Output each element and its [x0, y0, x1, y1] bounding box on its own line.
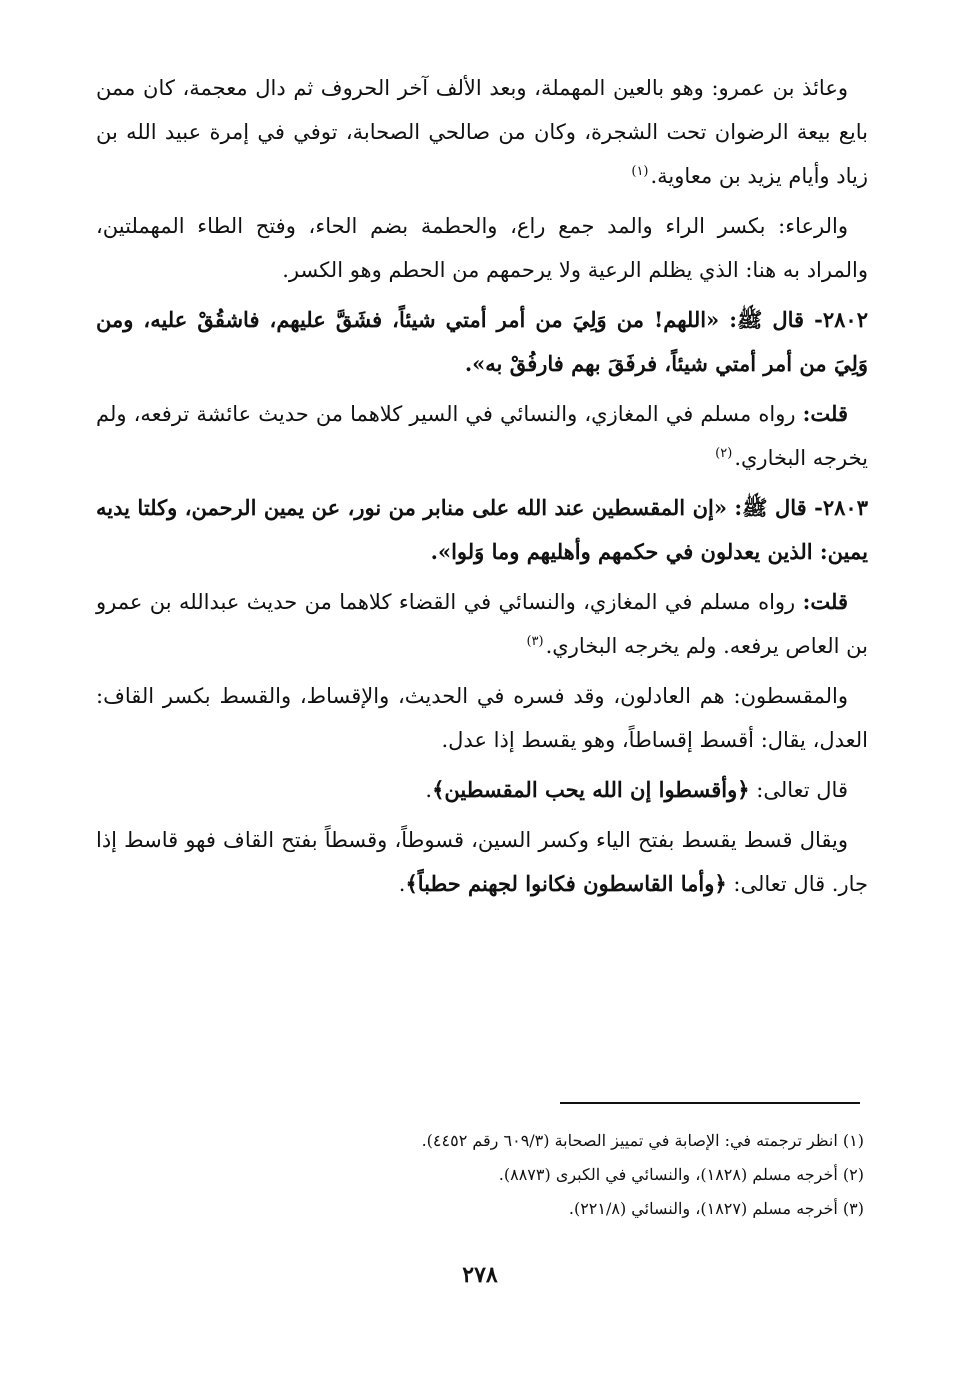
footnote-1: (١) انظر ترجمته في: الإصابة في تمييز الصحابة (٦٠٩/٣ رقم ٤٤٥٢). [421, 1131, 864, 1150]
paragraph-aidh [96, 66, 868, 198]
punctuation: . [398, 872, 406, 896]
hadith-text: قال ﷺ: «اللهم! من وَلِيَ من أمر أمتي شيئاً، فشَقَّ عليهم، فاشقُقْ عليه، ومن وَلِيَ من أمر أمتي شيئاً، فرفَقَ بهم فارفُقْ به». [96, 307, 868, 376]
hadith-2802 [96, 298, 868, 386]
hadith-text: قال ﷺ: «إن المقسطين عند الله على منابر من نور، عن يمين الرحمن، وكلتا يديه يمين: الذين يعدلون في حكمهم وأهليهم وما وَلوا». [96, 495, 868, 564]
hadith-number: ٢٨٠٣- [814, 495, 868, 520]
paragraph-muqsitun [96, 674, 868, 762]
footnote-3: (٣) أخرجه مسلم (١٨٢٧)، والنسائي (٢٢١/٨). [568, 1199, 864, 1218]
quran-verse: ﴿وأقسطوا إن الله يحب المقسطين﴾ [432, 777, 750, 802]
quran-verse: ﴿وأما القاسطون فكانوا لجهنم حطباً﴾ [405, 871, 727, 896]
commentary-text: رواه مسلم في المغازي، والنسائي في السير كلاهما من حديث عائشة ترفعه، ولم يخرجه البخاري. [96, 402, 868, 470]
paragraph-text: والمقسطون: هم العادلون، وقد فسره في الحديث، والإقساط، والقسط بكسر القاف: العدل، يقال: أقسط إقساطاً، وهو يقسط إذا عدل. [96, 684, 868, 752]
paragraph-quran-1 [96, 768, 868, 812]
commentary-2802 [96, 392, 868, 480]
punctuation: . [425, 778, 433, 802]
commentary-label: قلت: [802, 589, 848, 614]
commentary-2803 [96, 580, 868, 668]
paragraph-text: ويقال قسط يقسط بفتح الياء وكسر السين، قسوطاً، وقسطاً بفتح القاف فهو قاسط إذا جار. قال تعالى: [96, 828, 868, 896]
commentary-label: قلت: [802, 401, 848, 426]
paragraph-text: قال تعالى: [756, 778, 848, 802]
footnote-2: (٢) أخرجه مسلم (١٨٢٨)، والنسائي في الكبرى (٨٨٧٣). [498, 1165, 864, 1184]
paragraph-text: والرعاء: بكسر الراء والمد جمع راع، والحطمة بضم الحاء، وفتح الطاء المهملتين، والمراد به هنا: الذي يظلم الرعية ولا يرحمهم من الحطم وهو الكسر. [96, 214, 868, 282]
paragraph-riaa [96, 204, 868, 292]
paragraph-quran-2 [96, 818, 868, 906]
hadith-number: ٢٨٠٢- [814, 307, 868, 332]
hadith-2803 [96, 486, 868, 574]
commentary-text: رواه مسلم في المغازي، والنسائي في القضاء كلاهما من حديث عبدالله بن عمرو بن العاص يرفعه. ولم يخرجه البخاري. [96, 590, 868, 658]
footnote-ref-2[interactable]: (٢) [715, 446, 733, 461]
footnote-divider [560, 1102, 860, 1104]
footnotes [96, 1124, 864, 1226]
paragraph-text: وعائذ بن عمرو: وهو بالعين المهملة، وبعد الألف آخر الحروف ثم دال معجمة، كان ممن بايع بيعة الرضوان تحت الشجرة، وكان من صالحي الصحابة، توفي في إمرة عبيد الله بن زياد وأيام يزيد بن معاوية. [96, 76, 868, 188]
footnote-ref-3[interactable]: (٣) [526, 634, 544, 649]
main-text [96, 66, 868, 912]
page-number: ٢٧٨ [462, 1262, 498, 1288]
footnote-ref-1[interactable]: (١) [631, 164, 649, 179]
